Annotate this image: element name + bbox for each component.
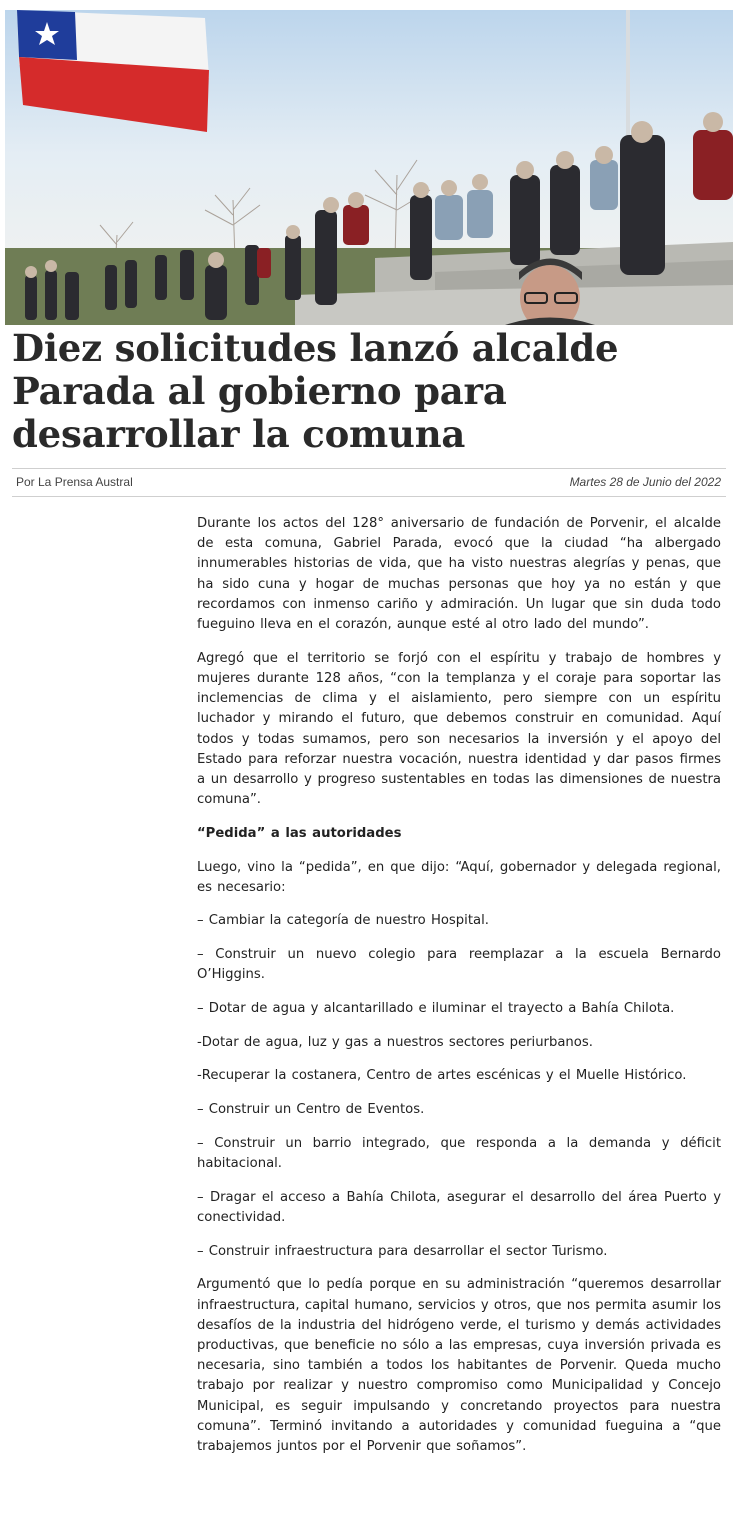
photo-illustration [5, 10, 733, 325]
paragraph: Luego, vino la “pedida”, en que dijo: “Aquí, gobernador y delegada regional, es necesario: [197, 859, 721, 895]
article-body [197, 514, 721, 1471]
paragraph: Durante los actos del 128° aniversario de fundación de Porvenir, el alcalde de esta comuna, Gabriel Parada, evocó que la ciudad “ha albergado innumerables historias de vida, que ha visto nuestras alegrías y penas, que ha sido cuna y hogar de muchas personas que hoy ya no están y que recordamos con inmenso cariño y admiración. Un lugar que sin duda todo fueguino lleva en el corazón, aunque esté al otro lado del mundo”. [197, 516, 721, 633]
section-subheading: “Pedida” a las autoridades [197, 825, 402, 841]
list-item: -Dotar de agua, luz y gas a nuestros sectores periurbanos. [197, 1034, 593, 1050]
list-item: – Construir un nuevo colegio para reemplazar a la escuela Bernardo O’Higgins. [197, 947, 721, 983]
list-item: – Dotar de agua y alcantarillado e iluminar el trayecto a Bahía Chilota. [197, 1001, 675, 1017]
publish-date: Martes 28 de Junio del 2022 [569, 475, 721, 489]
author-link[interactable]: Por La Prensa Austral [16, 475, 133, 489]
article-headline: Diez solicitudes lanzó alcalde Parada al gobierno para desarrollar la comuna [12, 326, 619, 456]
list-item: – Construir un Centro de Eventos. [197, 1102, 425, 1118]
list-item: -Recuperar la costanera, Centro de artes escénicas y el Muelle Histórico. [197, 1068, 687, 1084]
list-item: – Cambiar la categoría de nuestro Hospital. [197, 913, 489, 929]
article-photo [5, 10, 733, 325]
paragraph: Argumentó que lo pedía porque en su administración “queremos desarrollar infraestructura, capital humano, servicios y otros, que nos permita asumir los desafíos de la industria del hidrógeno verde, el turismo y demás actividades productivas, que beneficie no sólo a las empresas, cuya inversión privada es necesaria, sino también a todos los habitantes de Porvenir. Queda mucho trabajo por realizar y nuestro compromiso como Municipalidad y Concejo Municipal, es seguir impulsando y concretando proyectos para nuestra comuna”. Terminó invitando a autoridades y comunidad fueguina a “que trabajemos juntos por el Porvenir que soñamos”. [197, 1277, 721, 1455]
list-item: – Construir infraestructura para desarrollar el sector Turismo. [197, 1243, 608, 1259]
article-byline [12, 468, 726, 497]
list-item: – Construir un barrio integrado, que responda a la demanda y déficit habitacional. [197, 1135, 721, 1172]
paragraph: Agregó que el territorio se forjó con el espíritu y trabajo de hombres y mujeres durante 128 años, “con la templanza y el coraje para soportar las inclemencias de clima y el aislamiento, pero siempre con un espíritu luchador y mirando el futuro, que debemos construir en comunidad. Aquí todos y todas sumamos, pero son necesarios la inversión y el apoyo del Estado para reforzar nuestra vocación, nuestra identidad y dar pasos firmes a un desarrollo y progreso sustentables en todas las dimensiones de nuestra comuna”. [197, 650, 721, 808]
list-item: – Dragar el acceso a Bahía Chilota, asegurar el desarrollo del área Puerto y conectividad. [197, 1189, 721, 1225]
